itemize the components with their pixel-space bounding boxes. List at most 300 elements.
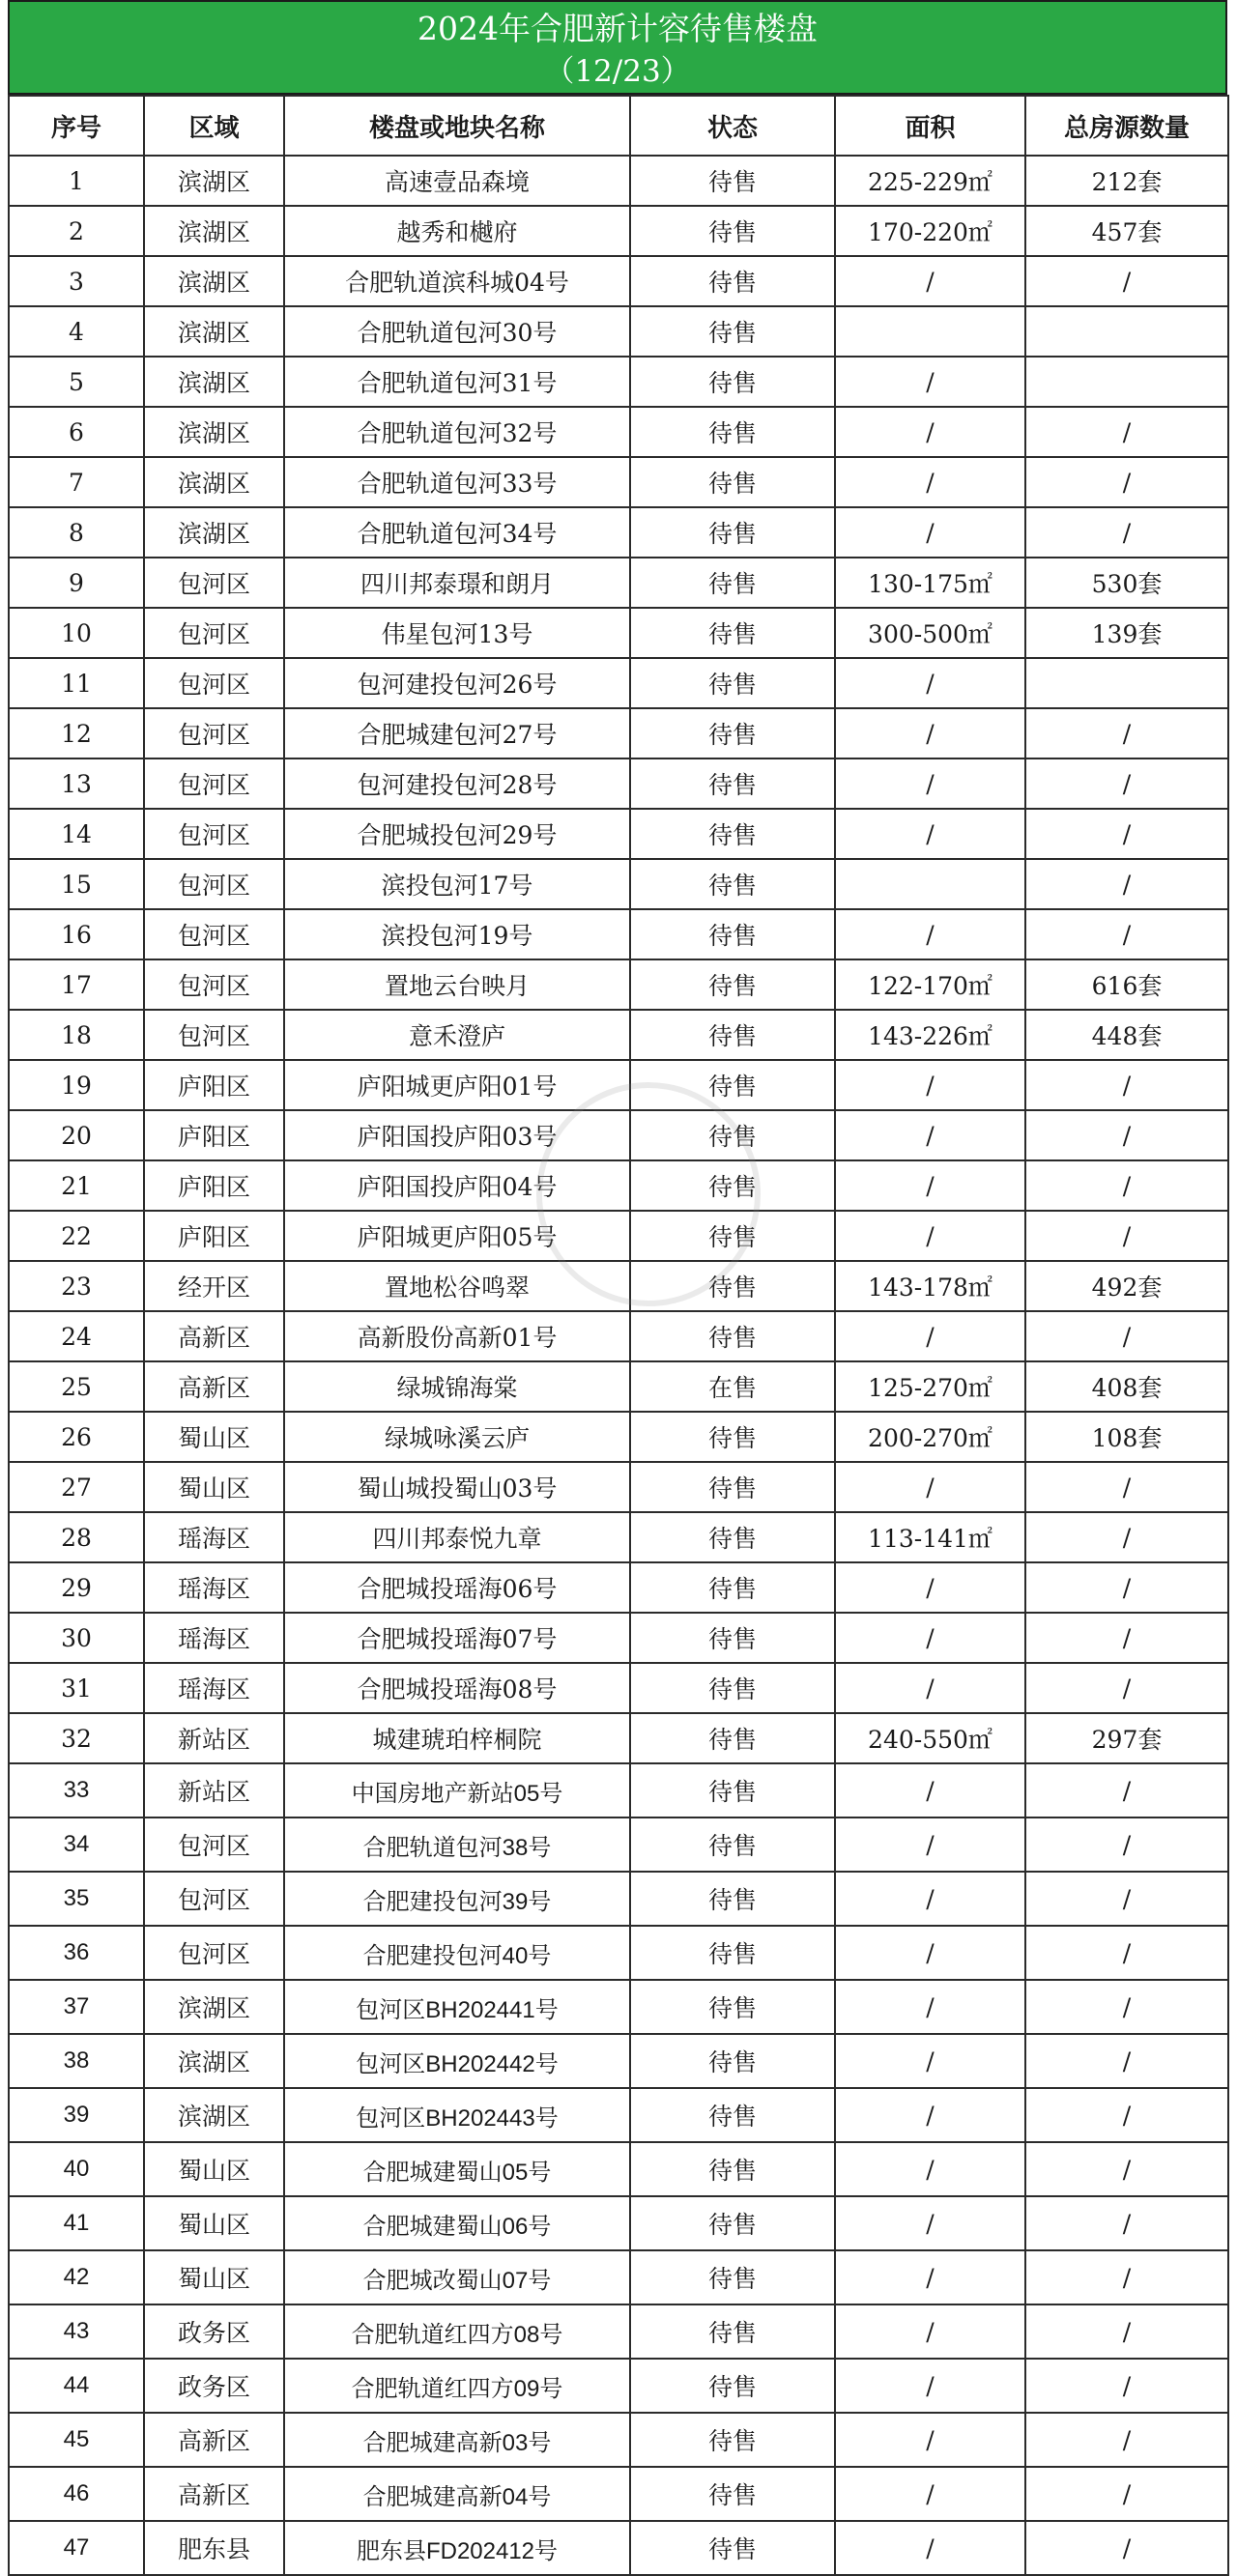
cell-project: 置地松谷鸣翠	[284, 1261, 630, 1311]
cell-units: /	[1025, 1562, 1228, 1613]
cell-district: 政务区	[144, 2304, 284, 2359]
cell-project: 城建琥珀梓桐院	[284, 1713, 630, 1763]
table-row	[9, 156, 1228, 206]
cell-district: 滨湖区	[144, 357, 284, 407]
cell-units: /	[1025, 1311, 1228, 1361]
cell-project: 合肥轨道滨科城04号	[284, 256, 630, 306]
cell-units: /	[1025, 1926, 1228, 1980]
cell-status: 待售	[630, 1010, 835, 1060]
cell-district: 包河区	[144, 959, 284, 1010]
cell-status: 待售	[630, 2142, 835, 2196]
cell-area: /	[835, 1462, 1025, 1512]
cell-index: 35	[9, 1872, 144, 1926]
cell-units: /	[1025, 507, 1228, 558]
cell-project: 合肥轨道红四方08号	[284, 2304, 630, 2359]
cell-area: /	[835, 1211, 1025, 1261]
cell-status: 待售	[630, 1412, 835, 1462]
cell-district: 高新区	[144, 2413, 284, 2467]
cell-project: 包河建投包河26号	[284, 658, 630, 708]
cell-district: 滨湖区	[144, 256, 284, 306]
table-row	[9, 407, 1228, 457]
cell-project: 合肥城建高新04号	[284, 2467, 630, 2521]
cell-units: /	[1025, 708, 1228, 758]
cell-index: 20	[9, 1110, 144, 1160]
cell-project: 合肥轨道包河38号	[284, 1818, 630, 1872]
cell-area: /	[835, 2196, 1025, 2250]
cell-district: 高新区	[144, 1311, 284, 1361]
cell-district: 瑶海区	[144, 1663, 284, 1713]
table-row	[9, 658, 1228, 708]
cell-area: /	[835, 1980, 1025, 2034]
cell-area: /	[835, 758, 1025, 809]
cell-units: 492套	[1025, 1261, 1228, 1311]
table-row	[9, 608, 1228, 658]
cell-project: 包河建投包河28号	[284, 758, 630, 809]
cell-index: 9	[9, 558, 144, 608]
table-row	[9, 306, 1228, 357]
cell-units: 530套	[1025, 558, 1228, 608]
col-header-status: 状态	[630, 96, 835, 156]
cell-district: 包河区	[144, 859, 284, 909]
cell-status: 待售	[630, 1160, 835, 1211]
cell-index: 22	[9, 1211, 144, 1261]
cell-area: /	[835, 2413, 1025, 2467]
cell-status: 在售	[630, 1361, 835, 1412]
table-row	[9, 2467, 1228, 2521]
cell-units	[1025, 357, 1228, 407]
table-row	[9, 1361, 1228, 1412]
cell-area: /	[835, 2250, 1025, 2304]
cell-project: 高速壹品森境	[284, 156, 630, 206]
cell-district: 滨湖区	[144, 206, 284, 256]
cell-project: 庐阳城更庐阳05号	[284, 1211, 630, 1261]
cell-area: 125-270㎡	[835, 1361, 1025, 1412]
cell-status: 待售	[630, 658, 835, 708]
cell-project: 合肥城投瑶海07号	[284, 1613, 630, 1663]
cell-index: 25	[9, 1361, 144, 1412]
cell-status: 待售	[630, 1763, 835, 1818]
cell-units: /	[1025, 1818, 1228, 1872]
cell-index: 14	[9, 809, 144, 859]
cell-area: /	[835, 2034, 1025, 2088]
cell-project: 肥东县FD202412号	[284, 2521, 630, 2575]
cell-area: /	[835, 256, 1025, 306]
cell-status: 待售	[630, 959, 835, 1010]
cell-index: 21	[9, 1160, 144, 1211]
cell-area: 143-178㎡	[835, 1261, 1025, 1311]
cell-district: 政务区	[144, 2359, 284, 2413]
table-row	[9, 1872, 1228, 1926]
cell-project: 意禾澄庐	[284, 1010, 630, 1060]
cell-index: 45	[9, 2413, 144, 2467]
col-header-area: 面积	[835, 96, 1025, 156]
cell-area: 143-226㎡	[835, 1010, 1025, 1060]
cell-area: 225-229㎡	[835, 156, 1025, 206]
cell-units: /	[1025, 809, 1228, 859]
cell-index: 13	[9, 758, 144, 809]
cell-units: /	[1025, 758, 1228, 809]
cell-district: 瑶海区	[144, 1613, 284, 1663]
cell-area: /	[835, 507, 1025, 558]
cell-project: 合肥建投包河40号	[284, 1926, 630, 1980]
cell-status: 待售	[630, 1211, 835, 1261]
cell-units: /	[1025, 2521, 1228, 2575]
cell-area	[835, 859, 1025, 909]
cell-units: /	[1025, 2359, 1228, 2413]
cell-index: 12	[9, 708, 144, 758]
table-row	[9, 1818, 1228, 1872]
cell-district: 高新区	[144, 2467, 284, 2521]
cell-area: /	[835, 1818, 1025, 1872]
header-row	[9, 96, 1228, 156]
cell-index: 24	[9, 1311, 144, 1361]
cell-status: 待售	[630, 859, 835, 909]
cell-district: 瑶海区	[144, 1512, 284, 1562]
cell-district: 包河区	[144, 1010, 284, 1060]
cell-project: 包河区BH202443号	[284, 2088, 630, 2142]
cell-project: 滨投包河19号	[284, 909, 630, 959]
cell-area: /	[835, 1872, 1025, 1926]
cell-index: 29	[9, 1562, 144, 1613]
table-row	[9, 357, 1228, 407]
cell-area: 240-550㎡	[835, 1713, 1025, 1763]
cell-index: 43	[9, 2304, 144, 2359]
cell-index: 4	[9, 306, 144, 357]
cell-units: 108套	[1025, 1412, 1228, 1462]
cell-district: 经开区	[144, 1261, 284, 1311]
cell-area: /	[835, 357, 1025, 407]
cell-district: 滨湖区	[144, 1980, 284, 2034]
cell-index: 7	[9, 457, 144, 507]
cell-area: /	[835, 909, 1025, 959]
cell-project: 庐阳城更庐阳01号	[284, 1060, 630, 1110]
cell-district: 包河区	[144, 1926, 284, 1980]
table-row	[9, 1160, 1228, 1211]
cell-units: /	[1025, 909, 1228, 959]
table-row	[9, 1462, 1228, 1512]
cell-district: 包河区	[144, 658, 284, 708]
title-band	[8, 0, 1227, 95]
cell-status: 待售	[630, 357, 835, 407]
cell-project: 滨投包河17号	[284, 859, 630, 909]
cell-index: 46	[9, 2467, 144, 2521]
cell-status: 待售	[630, 206, 835, 256]
table-row	[9, 1663, 1228, 1713]
cell-project: 庐阳国投庐阳03号	[284, 1110, 630, 1160]
cell-units	[1025, 658, 1228, 708]
cell-index: 41	[9, 2196, 144, 2250]
table-row	[9, 1261, 1228, 1311]
cell-status: 待售	[630, 558, 835, 608]
cell-area: /	[835, 1763, 1025, 1818]
cell-district: 蜀山区	[144, 2250, 284, 2304]
cell-index: 16	[9, 909, 144, 959]
cell-status: 待售	[630, 2196, 835, 2250]
cell-units: /	[1025, 2034, 1228, 2088]
cell-area: 122-170㎡	[835, 959, 1025, 1010]
cell-status: 待售	[630, 758, 835, 809]
col-header-index: 序号	[9, 96, 144, 156]
cell-units: /	[1025, 2413, 1228, 2467]
cell-status: 待售	[630, 608, 835, 658]
cell-units: /	[1025, 1872, 1228, 1926]
cell-index: 6	[9, 407, 144, 457]
cell-status: 待售	[630, 809, 835, 859]
cell-status: 待售	[630, 507, 835, 558]
cell-project: 合肥轨道包河34号	[284, 507, 630, 558]
cell-project: 合肥轨道包河30号	[284, 306, 630, 357]
cell-units: /	[1025, 1980, 1228, 2034]
cell-status: 待售	[630, 1818, 835, 1872]
col-header-project: 楼盘或地块名称	[284, 96, 630, 156]
cell-units: 457套	[1025, 206, 1228, 256]
table-row	[9, 1512, 1228, 1562]
cell-district: 包河区	[144, 1872, 284, 1926]
cell-project: 合肥城建高新03号	[284, 2413, 630, 2467]
cell-index: 2	[9, 206, 144, 256]
cell-project: 合肥城投瑶海06号	[284, 1562, 630, 1613]
cell-area: /	[835, 658, 1025, 708]
cell-district: 滨湖区	[144, 407, 284, 457]
cell-index: 37	[9, 1980, 144, 2034]
cell-area: /	[835, 1663, 1025, 1713]
cell-area: /	[835, 1311, 1025, 1361]
cell-project: 蜀山城投蜀山03号	[284, 1462, 630, 1512]
cell-units	[1025, 306, 1228, 357]
table-row	[9, 256, 1228, 306]
cell-status: 待售	[630, 1713, 835, 1763]
cell-status: 待售	[630, 1512, 835, 1562]
cell-index: 28	[9, 1512, 144, 1562]
col-header-district: 区域	[144, 96, 284, 156]
cell-project: 庐阳国投庐阳04号	[284, 1160, 630, 1211]
table-row	[9, 2196, 1228, 2250]
cell-index: 33	[9, 1763, 144, 1818]
table-row	[9, 457, 1228, 507]
table-row	[9, 859, 1228, 909]
cell-index: 10	[9, 608, 144, 658]
cell-district: 滨湖区	[144, 156, 284, 206]
cell-units: 212套	[1025, 156, 1228, 206]
cell-area: /	[835, 1926, 1025, 1980]
cell-index: 44	[9, 2359, 144, 2413]
cell-units: /	[1025, 1763, 1228, 1818]
listing-table	[8, 95, 1229, 2576]
cell-district: 滨湖区	[144, 2034, 284, 2088]
cell-district: 高新区	[144, 1361, 284, 1412]
cell-index: 26	[9, 1412, 144, 1462]
cell-index: 8	[9, 507, 144, 558]
cell-area: /	[835, 457, 1025, 507]
cell-district: 庐阳区	[144, 1110, 284, 1160]
cell-units: /	[1025, 1512, 1228, 1562]
table-row	[9, 959, 1228, 1010]
cell-district: 滨湖区	[144, 2088, 284, 2142]
cell-project: 伟星包河13号	[284, 608, 630, 658]
cell-status: 待售	[630, 407, 835, 457]
cell-area: /	[835, 2359, 1025, 2413]
cell-area: /	[835, 2142, 1025, 2196]
cell-status: 待售	[630, 2413, 835, 2467]
cell-units: /	[1025, 2304, 1228, 2359]
col-header-units: 总房源数量	[1025, 96, 1228, 156]
listing-sheet	[8, 0, 1227, 2576]
cell-index: 1	[9, 156, 144, 206]
cell-units: /	[1025, 1211, 1228, 1261]
table-row	[9, 1926, 1228, 1980]
cell-status: 待售	[630, 909, 835, 959]
cell-units: /	[1025, 859, 1228, 909]
cell-status: 待售	[630, 1261, 835, 1311]
cell-status: 待售	[630, 1872, 835, 1926]
cell-index: 15	[9, 859, 144, 909]
cell-status: 待售	[630, 1663, 835, 1713]
cell-units: /	[1025, 407, 1228, 457]
cell-district: 瑶海区	[144, 1562, 284, 1613]
cell-area: 130-175㎡	[835, 558, 1025, 608]
table-row	[9, 507, 1228, 558]
cell-area: /	[835, 2521, 1025, 2575]
cell-units: /	[1025, 1613, 1228, 1663]
cell-units: /	[1025, 256, 1228, 306]
cell-area: /	[835, 1060, 1025, 1110]
title-main: 2024年合肥新计容待售楼盘	[417, 10, 818, 47]
cell-status: 待售	[630, 1311, 835, 1361]
table-row	[9, 1613, 1228, 1663]
cell-area: 200-270㎡	[835, 1412, 1025, 1462]
cell-index: 18	[9, 1010, 144, 1060]
cell-status: 待售	[630, 1613, 835, 1663]
cell-area: 113-141㎡	[835, 1512, 1025, 1562]
cell-area: /	[835, 809, 1025, 859]
cell-status: 待售	[630, 1562, 835, 1613]
cell-index: 23	[9, 1261, 144, 1311]
table-row	[9, 758, 1228, 809]
cell-project: 置地云台映月	[284, 959, 630, 1010]
table-row	[9, 809, 1228, 859]
cell-index: 30	[9, 1613, 144, 1663]
cell-district: 包河区	[144, 809, 284, 859]
cell-units: /	[1025, 2088, 1228, 2142]
cell-units: /	[1025, 457, 1228, 507]
table-row	[9, 708, 1228, 758]
cell-index: 39	[9, 2088, 144, 2142]
cell-index: 11	[9, 658, 144, 708]
cell-index: 32	[9, 1713, 144, 1763]
cell-units: 408套	[1025, 1361, 1228, 1412]
table-body	[9, 156, 1228, 2575]
cell-index: 5	[9, 357, 144, 407]
cell-district: 庐阳区	[144, 1160, 284, 1211]
cell-project: 绿城锦海棠	[284, 1361, 630, 1412]
cell-project: 合肥城投包河29号	[284, 809, 630, 859]
cell-project: 合肥城改蜀山07号	[284, 2250, 630, 2304]
table-row	[9, 1412, 1228, 1462]
cell-project: 四川邦泰悦九章	[284, 1512, 630, 1562]
cell-units: /	[1025, 1462, 1228, 1512]
cell-status: 待售	[630, 2304, 835, 2359]
table-row	[9, 2250, 1228, 2304]
cell-index: 3	[9, 256, 144, 306]
cell-status: 待售	[630, 2034, 835, 2088]
table-row	[9, 1110, 1228, 1160]
cell-district: 蜀山区	[144, 1462, 284, 1512]
cell-status: 待售	[630, 256, 835, 306]
cell-project: 合肥城建包河27号	[284, 708, 630, 758]
table-row	[9, 2304, 1228, 2359]
title-date: （12/23）	[544, 54, 691, 89]
table-row	[9, 2142, 1228, 2196]
cell-index: 31	[9, 1663, 144, 1713]
cell-area: /	[835, 407, 1025, 457]
cell-index: 17	[9, 959, 144, 1010]
cell-status: 待售	[630, 1926, 835, 1980]
cell-status: 待售	[630, 2359, 835, 2413]
cell-index: 40	[9, 2142, 144, 2196]
cell-district: 滨湖区	[144, 457, 284, 507]
cell-units: /	[1025, 2250, 1228, 2304]
cell-units: 448套	[1025, 1010, 1228, 1060]
cell-units: /	[1025, 2196, 1228, 2250]
cell-district: 新站区	[144, 1763, 284, 1818]
table-row	[9, 2413, 1228, 2467]
table-row	[9, 558, 1228, 608]
cell-area: /	[835, 1160, 1025, 1211]
cell-status: 待售	[630, 1110, 835, 1160]
cell-project: 合肥轨道包河31号	[284, 357, 630, 407]
table-row	[9, 1060, 1228, 1110]
cell-area: 300-500㎡	[835, 608, 1025, 658]
table-row	[9, 2088, 1228, 2142]
cell-units: /	[1025, 1663, 1228, 1713]
cell-area: 170-220㎡	[835, 206, 1025, 256]
cell-district: 庐阳区	[144, 1060, 284, 1110]
cell-area: /	[835, 2467, 1025, 2521]
cell-area: /	[835, 2088, 1025, 2142]
table-row	[9, 1562, 1228, 1613]
cell-area: /	[835, 2304, 1025, 2359]
cell-status: 待售	[630, 2467, 835, 2521]
cell-project: 合肥城建蜀山05号	[284, 2142, 630, 2196]
cell-district: 肥东县	[144, 2521, 284, 2575]
cell-status: 待售	[630, 1980, 835, 2034]
cell-index: 36	[9, 1926, 144, 1980]
table-row	[9, 1713, 1228, 1763]
cell-units: /	[1025, 1160, 1228, 1211]
cell-status: 待售	[630, 2088, 835, 2142]
cell-area: /	[835, 1562, 1025, 1613]
cell-area: /	[835, 708, 1025, 758]
cell-units: /	[1025, 2467, 1228, 2521]
table-row	[9, 206, 1228, 256]
cell-district: 包河区	[144, 758, 284, 809]
cell-units: /	[1025, 2142, 1228, 2196]
cell-index: 42	[9, 2250, 144, 2304]
cell-area: /	[835, 1613, 1025, 1663]
cell-project: 包河区BH202442号	[284, 2034, 630, 2088]
cell-units: /	[1025, 1060, 1228, 1110]
cell-project: 合肥轨道包河33号	[284, 457, 630, 507]
cell-status: 待售	[630, 2521, 835, 2575]
cell-project: 合肥轨道包河32号	[284, 407, 630, 457]
cell-project: 越秀和樾府	[284, 206, 630, 256]
cell-area	[835, 306, 1025, 357]
cell-district: 新站区	[144, 1713, 284, 1763]
cell-index: 38	[9, 2034, 144, 2088]
cell-district: 包河区	[144, 608, 284, 658]
cell-units: 139套	[1025, 608, 1228, 658]
cell-status: 待售	[630, 1462, 835, 1512]
